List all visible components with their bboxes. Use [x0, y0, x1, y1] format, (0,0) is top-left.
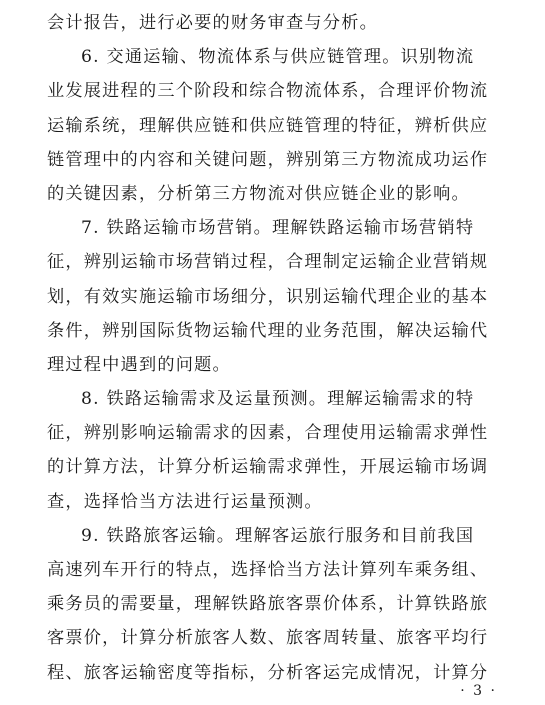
- text-line: 的关键因素，分析第三方物流对供应链企业的影响。: [47, 183, 470, 204]
- text-line: 理过程中遇到的问题。: [47, 354, 231, 375]
- text-line: 乘务员的需要量，理解铁路旅客票价体系，计算铁路旅: [47, 594, 489, 615]
- text-line: 征，辨别影响运输需求的因素，合理使用运输需求弹性: [47, 423, 489, 444]
- text-line-item-6-heading: 6. 交通运输、物流体系与供应链管理。识别物流: [81, 47, 475, 68]
- text-line: 会计报告，进行必要的财务审查与分析。: [47, 13, 378, 33]
- text-line: 征，辨别运输市场营销过程，合理制定运输企业营销规: [47, 252, 489, 273]
- text-line: 程、旅客运输密度等指标，分析客运完成情况，计算分: [47, 662, 489, 683]
- page-number: · 3 ·: [460, 683, 497, 699]
- text-line: 高速列车开行的特点，选择恰当方法计算列车乘务组、: [47, 560, 489, 580]
- text-line-item-9-heading: 9. 铁路旅客运输。理解客运旅行服务和目前我国: [81, 525, 475, 546]
- text-line: 运输系统，理解供应链和供应链管理的特征，辨析供应: [47, 115, 489, 136]
- text-line: 业发展进程的三个阶段和综合物流体系，合理评价物流: [47, 81, 489, 102]
- text-line-item-7-heading: 7. 铁路运输市场营销。理解铁路运输市场营销特: [81, 218, 475, 239]
- text-line: 链管理中的内容和关键问题，辨别第三方物流成功运作: [47, 149, 489, 170]
- text-line: 查，选择恰当方法进行运量预测。: [47, 491, 323, 512]
- text-line: 划，有效实施运输市场细分，识别运输代理企业的基本: [47, 286, 489, 307]
- text-line-item-8-heading: 8. 铁路运输需求及运量预测。理解运输需求的特: [81, 389, 475, 410]
- body-text: [47, 6, 495, 690]
- text-line: 的计算方法，计算分析运输需求弹性，开展运输市场调: [47, 457, 489, 478]
- text-line: 客票价，计算分析旅客人数、旅客周转量、旅客平均行: [47, 628, 489, 649]
- text-line: 条件，辨别国际货物运输代理的业务范围，解决运输代: [47, 320, 489, 341]
